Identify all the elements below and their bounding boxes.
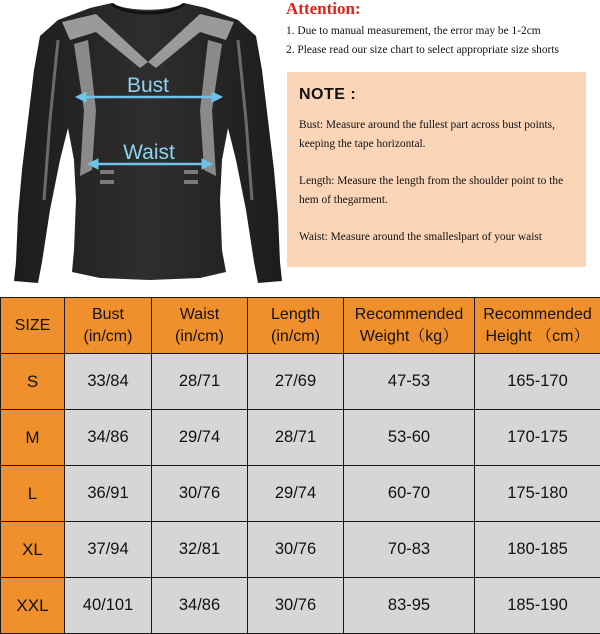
bust-cell: 40/101 (65, 578, 152, 634)
length-cell: 30/76 (248, 522, 344, 578)
height-cell: 170-175 (475, 410, 600, 466)
height-cell: 165-170 (475, 354, 600, 410)
header-waist-line2: (in/cm) (152, 326, 247, 348)
table-row (1, 578, 600, 634)
bust-cell: 36/91 (65, 466, 152, 522)
height-cell: 175-180 (475, 466, 600, 522)
length-cell: 28/71 (248, 410, 344, 466)
header-length-line1: Length (248, 304, 343, 326)
weight-cell: 60-70 (344, 466, 475, 522)
length-cell: 29/74 (248, 466, 344, 522)
height-cell: 185-190 (475, 578, 600, 634)
waist-cell: 34/86 (152, 578, 248, 634)
attention-line-1: 1. Due to manual measurement, the error may be 1-2cm (286, 22, 600, 41)
bust-cell: 33/84 (65, 354, 152, 410)
note-length: Length: Measure the length from the shoulder point to the hem of thegarment. (299, 172, 574, 210)
header-waist (152, 298, 248, 354)
attention-section (286, 0, 600, 60)
size-cell: M (1, 410, 65, 466)
header-weight-line1: Recommended (344, 304, 474, 326)
weight-cell: 70-83 (344, 522, 475, 578)
header-waist-line1: Waist (152, 304, 247, 326)
table-header-row (1, 298, 600, 354)
note-box (287, 72, 586, 267)
header-bust-line2: (in/cm) (65, 326, 151, 348)
shirt-illustration (0, 0, 285, 290)
bust-cell: 34/86 (65, 410, 152, 466)
header-bust-line1: Bust (65, 304, 151, 326)
note-title: NOTE : (299, 86, 574, 104)
weight-cell: 83-95 (344, 578, 475, 634)
note-bust: Bust: Measure around the fullest part across bust points, keeping the tape horizontal. (299, 116, 574, 154)
attention-title: Attention: (286, 0, 600, 18)
note-waist: Waist: Measure around the smalleslpart of your waist (299, 228, 574, 247)
header-height (475, 298, 600, 354)
header-size: SIZE (1, 298, 65, 354)
attention-line-2: 2. Please read our size chart to select appropriate size shorts (286, 41, 600, 60)
size-chart-table (0, 297, 600, 634)
header-length (248, 298, 344, 354)
size-cell: L (1, 466, 65, 522)
table-row (1, 466, 600, 522)
table-row (1, 522, 600, 578)
waist-label: Waist (123, 141, 175, 164)
weight-cell: 47-53 (344, 354, 475, 410)
bust-cell: 37/94 (65, 522, 152, 578)
header-weight-line2: Weight（kg） (344, 326, 474, 348)
length-cell: 30/76 (248, 578, 344, 634)
weight-cell: 53-60 (344, 410, 475, 466)
header-height-line1: Recommended (475, 304, 600, 326)
waist-cell: 28/71 (152, 354, 248, 410)
header-height-line2: Height （cm） (475, 326, 600, 348)
waist-cell: 30/76 (152, 466, 248, 522)
waist-cell: 32/81 (152, 522, 248, 578)
header-weight (344, 298, 475, 354)
waist-cell: 29/74 (152, 410, 248, 466)
bust-label: Bust (127, 74, 169, 97)
table-row (1, 410, 600, 466)
size-cell: XL (1, 522, 65, 578)
table-row (1, 354, 600, 410)
length-cell: 27/69 (248, 354, 344, 410)
size-cell: S (1, 354, 65, 410)
header-bust (65, 298, 152, 354)
height-cell: 180-185 (475, 522, 600, 578)
size-cell: XXL (1, 578, 65, 634)
header-length-line2: (in/cm) (248, 326, 343, 348)
